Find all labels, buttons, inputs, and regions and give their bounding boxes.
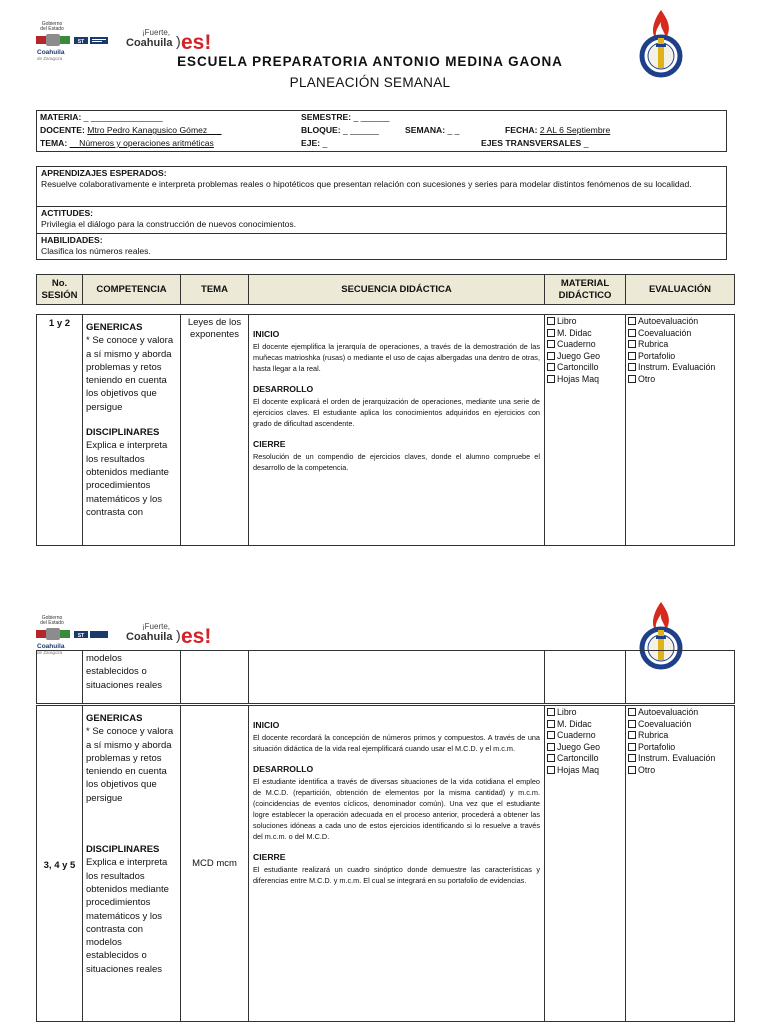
- material-option[interactable]: M. Didac: [547, 719, 623, 731]
- checkbox-icon[interactable]: [547, 352, 555, 360]
- actitudes-label: ACTITUDES:: [41, 208, 94, 218]
- disciplinares-label: DISCIPLINARES: [86, 844, 160, 856]
- info-box: [36, 110, 727, 152]
- tema-cell: MCD mcm: [181, 706, 249, 1022]
- ejes-row: [481, 138, 588, 148]
- desarrollo-text: El docente explicará el orden de jerarquización de operaciones, mediante una serie de ejercicios claves. El estudiante aplica los conocimientos adquiridos en ejercicios con grado de dificultad ascendente.: [253, 397, 540, 428]
- docente-label: DOCENTE:: [40, 125, 85, 135]
- competencies-box: [36, 166, 727, 260]
- genericas-text: * Se conoce y valora a sí mismo y aborda problemas y retos teniendo en cuenta los objetivos que persigue: [86, 726, 174, 804]
- competencia-cell: [83, 651, 181, 704]
- torch-emblem-icon: [636, 8, 686, 83]
- inicio-text: El docente recordará la concepción de números primos y compuestos. A través de una situación didáctica de la vida real ejemplificará cuando usar el M.C.D. y el m.c.m.: [253, 733, 540, 753]
- empty-cell: [37, 651, 83, 704]
- continuation-text: modelos establecidos o situaciones reales: [86, 653, 163, 691]
- empty-cell: [181, 651, 249, 704]
- empty-cell: [545, 651, 626, 704]
- evaluacion-cell: [626, 315, 735, 546]
- tema-label: TEMA:: [40, 138, 68, 148]
- materia-row: [40, 112, 163, 122]
- session-row-1: [36, 314, 735, 546]
- gov-coahuila-logo: [34, 18, 122, 75]
- evaluation-option[interactable]: Instrum. Evaluación: [628, 362, 732, 374]
- header-material: MATERIAL DIDÁCTICO: [545, 275, 626, 305]
- cierre-label: CIERRE: [253, 852, 286, 862]
- disciplinares-text: Explica e interpreta los resultados obtenidos mediante procedimientos matemáticos y los contrasta con modelos establecidos o situaciones reales: [86, 857, 169, 975]
- checkbox-icon[interactable]: [628, 340, 636, 348]
- plan-title: PLANEACIÓN SEMANAL: [289, 75, 451, 90]
- header-evaluacion: EVALUACIÓN: [626, 275, 735, 305]
- checkbox-icon[interactable]: [628, 708, 636, 716]
- material-option[interactable]: Cuaderno: [547, 339, 623, 351]
- cierre-text: El estudiante realizará un cuadro sinóptico donde demuestre las características y diferencias entre M.C.D. y m.c.m. El cual se integrará en su portafolio de evidencias.: [253, 865, 540, 885]
- secuencia-cell: [249, 706, 545, 1022]
- svg-text:ST: ST: [77, 39, 85, 45]
- school-title: ESCUELA PREPARATORIA ANTONIO MEDINA GAONA: [177, 54, 563, 69]
- evaluation-option[interactable]: Autoevaluación: [628, 316, 732, 328]
- checkbox-icon[interactable]: [628, 363, 636, 371]
- svg-text:Coahuila: Coahuila: [126, 631, 173, 643]
- checkbox-icon[interactable]: [628, 754, 636, 762]
- material-option[interactable]: Libro: [547, 707, 623, 719]
- aprendizajes-text: Resuelve colaborativamente e interpreta problemas reales o hipotéticos que presentan relación con sucesiones y series para modelar distintos fenómenos de su localidad.: [41, 179, 692, 189]
- bloque-row: [301, 125, 379, 135]
- evaluation-option[interactable]: Portafolio: [628, 742, 732, 754]
- empty-cell: [626, 651, 735, 704]
- competencia-cell: [83, 706, 181, 1022]
- evaluation-option[interactable]: Coevaluación: [628, 719, 732, 731]
- checkbox-icon[interactable]: [628, 352, 636, 360]
- docente-value: Mtro Pedro Kanagusico Gómez___: [87, 125, 222, 135]
- material-option[interactable]: Juego Geo: [547, 351, 623, 363]
- eje-label: EJE:: [301, 138, 321, 148]
- eje-value: _: [322, 138, 328, 148]
- eje-row: [301, 138, 327, 148]
- aprendizajes-label: APRENDIZAJES ESPERADOS:: [41, 168, 167, 178]
- genericas-label: GENERICAS: [86, 713, 143, 724]
- docente-row: [40, 125, 222, 135]
- session-number: 1 y 2: [37, 315, 83, 546]
- header-session: No. SESIÓN: [37, 275, 83, 305]
- checkbox-icon[interactable]: [547, 754, 555, 762]
- svg-text:del Estado: del Estado: [40, 26, 64, 32]
- planning-table-header: [36, 274, 735, 305]
- checkbox-icon[interactable]: [547, 317, 555, 325]
- fecha-value: 2 AL 6 Septiembre: [539, 125, 611, 135]
- actitudes-text: Privilegia el diálogo para la construcción de nuevos conocimientos.: [41, 219, 297, 229]
- habilidades-label: HABILIDADES:: [41, 235, 103, 245]
- semana-value: _ _: [447, 125, 460, 135]
- svg-text:¡Fuerte,: ¡Fuerte,: [142, 622, 171, 631]
- evaluation-option[interactable]: Instrum. Evaluación: [628, 753, 732, 765]
- checkbox-icon[interactable]: [547, 731, 555, 739]
- semestre-row: [301, 112, 389, 122]
- material-option[interactable]: Juego Geo: [547, 742, 623, 754]
- header-competencia: COMPETENCIA: [83, 275, 181, 305]
- svg-text:): ): [176, 33, 181, 49]
- material-option[interactable]: Cartoncillo: [547, 362, 623, 374]
- material-option[interactable]: Cuaderno: [547, 730, 623, 742]
- fuerte-coahuila-logo: [124, 618, 220, 653]
- checkbox-icon[interactable]: [547, 766, 555, 774]
- empty-cell: [249, 651, 545, 704]
- materia-value: _ _______________: [83, 112, 163, 122]
- tema-cell: Leyes de los exponentes: [181, 315, 249, 546]
- svg-text:de Zaragoza: de Zaragoza: [37, 56, 63, 61]
- svg-text:): ): [176, 627, 181, 643]
- evaluacion-cell: [626, 706, 735, 1022]
- session-row-2: [36, 705, 735, 1022]
- bloque-label: BLOQUE:: [301, 125, 341, 135]
- evaluation-option[interactable]: Otro: [628, 374, 732, 386]
- svg-text:de Zaragoza: de Zaragoza: [37, 650, 63, 655]
- session-number: 3, 4 y 5: [37, 706, 83, 1022]
- checkbox-icon[interactable]: [628, 317, 636, 325]
- checkbox-icon[interactable]: [547, 708, 555, 716]
- semana-label: SEMANA:: [405, 125, 446, 135]
- svg-text:Coahuila: Coahuila: [37, 643, 65, 650]
- material-cell: [545, 706, 626, 1022]
- header-secuencia: SECUENCIA DIDÁCTICA: [249, 275, 545, 305]
- disciplinares-text: Explica e interpreta los resultados obtenidos mediante procedimientos matemáticos y los contrasta con: [86, 440, 169, 518]
- ejes-label: EJES TRANSVERSALES: [481, 138, 582, 148]
- materia-label: MATERIA:: [40, 112, 82, 122]
- fecha-label: FECHA:: [505, 125, 538, 135]
- material-option[interactable]: Hojas Maq: [547, 765, 623, 777]
- svg-text:Gobierno: Gobierno: [41, 615, 63, 621]
- ejes-value: _: [583, 138, 589, 148]
- svg-text:es!: es!: [181, 31, 212, 54]
- checkbox-icon[interactable]: [628, 329, 636, 337]
- inicio-label: INICIO: [253, 329, 280, 339]
- material-cell: [545, 315, 626, 546]
- semana-row: [405, 125, 459, 135]
- material-option[interactable]: Cartoncillo: [547, 753, 623, 765]
- svg-text:Coahuila: Coahuila: [126, 37, 173, 49]
- checkbox-icon[interactable]: [628, 743, 636, 751]
- tema-row: [40, 138, 214, 148]
- material-option[interactable]: Hojas Maq: [547, 374, 623, 386]
- semestre-value: _ ______: [353, 112, 390, 122]
- habilidades-text: Clasifica los números reales.: [41, 246, 151, 256]
- checkbox-icon[interactable]: [547, 375, 555, 383]
- checkbox-icon[interactable]: [547, 329, 555, 337]
- checkbox-icon[interactable]: [547, 720, 555, 728]
- genericas-label: GENERICAS: [86, 322, 143, 333]
- aprendizajes-section: [37, 167, 726, 207]
- inicio-label: INICIO: [253, 720, 280, 730]
- svg-text:del Estado: del Estado: [40, 620, 64, 626]
- checkbox-icon[interactable]: [628, 720, 636, 728]
- semestre-label: SEMESTRE:: [301, 112, 352, 122]
- secuencia-cell: [249, 315, 545, 546]
- evaluation-option[interactable]: Autoevaluación: [628, 707, 732, 719]
- genericas-text: * Se conoce y valora a sí mismo y aborda problemas y retos teniendo en cuenta los objetivos que persigue: [86, 335, 174, 413]
- evaluation-option[interactable]: Portafolio: [628, 351, 732, 363]
- svg-text:es!: es!: [181, 625, 212, 648]
- desarrollo-text: El estudiante identifica a través de diversas situaciones de la vida cotidiana el empleo de M.C.D. (repartición, obtención de elementos por la misma cantidad) y m.c.m. (coincidencias de eventos cíclicos, denominador común). Una vez que el estudiante logre establecer la operación adecuada en el proceso anterior, procederá a obtener las soluciones idóneas a cada uno de estos ejercicios identificando si lo resuelve a través del m.c.m. o del M.C.D.: [253, 777, 540, 841]
- inicio-text: El docente ejemplifica la jerarquía de operaciones, a través de la demostración de las muñecas matrioshka (rusas) o mediante el uso de cajas albergadas una dentro de otras, hasta llegar a la real.: [253, 342, 540, 373]
- checkbox-icon[interactable]: [547, 363, 555, 371]
- evaluation-option[interactable]: Coevaluación: [628, 328, 732, 340]
- material-option[interactable]: Libro: [547, 316, 623, 328]
- actitudes-section: [37, 207, 726, 234]
- svg-text:¡Fuerte,: ¡Fuerte,: [142, 28, 171, 37]
- continuation-row: [36, 650, 735, 704]
- checkbox-icon[interactable]: [628, 375, 636, 383]
- svg-text:Gobierno: Gobierno: [41, 21, 63, 27]
- cierre-text: Resolución de un compendio de ejercicios claves, donde el alumno compruebe el desarrollo de la competencia.: [253, 452, 540, 472]
- evaluation-option[interactable]: Rubrica: [628, 730, 732, 742]
- material-option[interactable]: M. Didac: [547, 328, 623, 340]
- checkbox-icon[interactable]: [547, 340, 555, 348]
- evaluation-option[interactable]: Rubrica: [628, 339, 732, 351]
- cierre-label: CIERRE: [253, 439, 286, 449]
- fecha-row: [505, 125, 610, 135]
- desarrollo-label: DESARROLLO: [253, 384, 314, 394]
- checkbox-icon[interactable]: [628, 731, 636, 739]
- evaluation-option[interactable]: Otro: [628, 765, 732, 777]
- checkbox-icon[interactable]: [628, 766, 636, 774]
- checkbox-icon[interactable]: [547, 743, 555, 751]
- desarrollo-label: DESARROLLO: [253, 764, 314, 774]
- disciplinares-label: DISCIPLINARES: [86, 427, 160, 439]
- tema-value: __Números y operaciones aritméticas: [69, 138, 214, 148]
- competencia-cell: [83, 315, 181, 546]
- header-tema: TEMA: [181, 275, 249, 305]
- svg-text:Coahuila: Coahuila: [37, 49, 65, 56]
- bloque-value: _ ______: [343, 125, 379, 135]
- svg-text:ST: ST: [77, 633, 85, 639]
- habilidades-section: [37, 234, 726, 259]
